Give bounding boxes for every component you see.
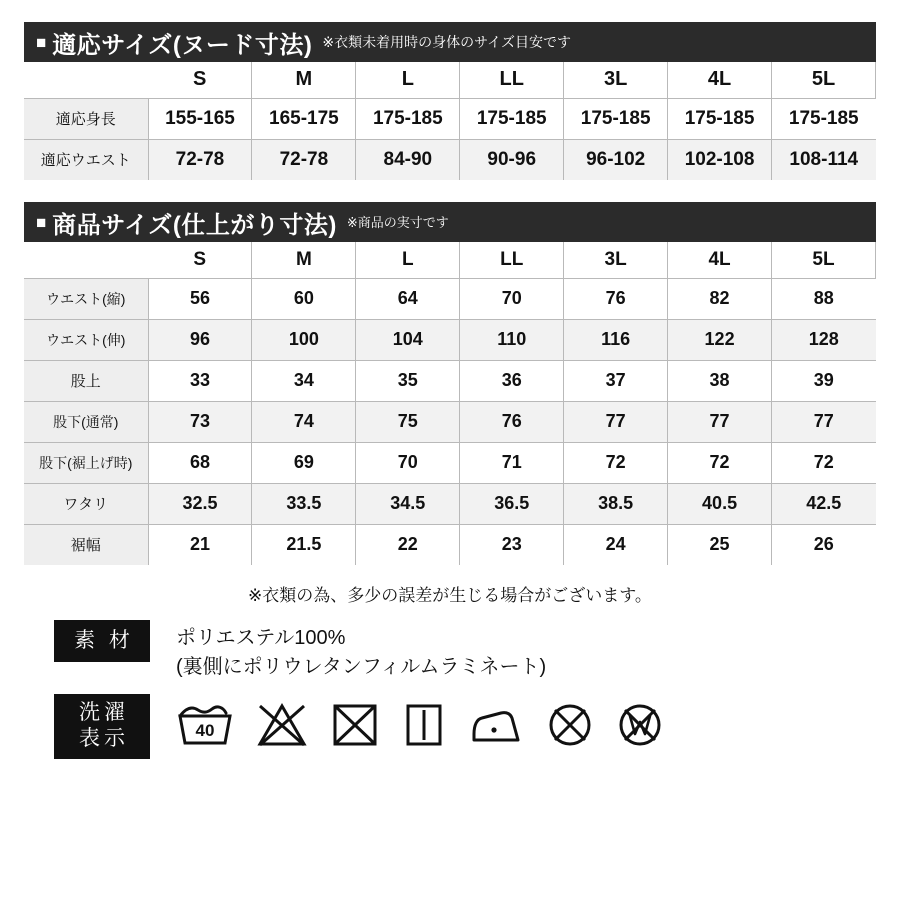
table-header-row [24, 62, 876, 98]
material-line-1: ポリエステル100% [176, 627, 346, 649]
column-header-l: L [356, 62, 460, 98]
care-icon-list [176, 694, 664, 748]
cell-hem-width-3l: 24 [564, 524, 668, 565]
column-header-4l: 4L [668, 62, 772, 98]
product-size-header [24, 202, 876, 242]
cell-rise-l: 35 [356, 360, 460, 401]
column-header-3l: 3L [564, 62, 668, 98]
cell-height-l: 175-185 [356, 98, 460, 139]
cell-hem-width-4l: 25 [668, 524, 772, 565]
fit-size-block [24, 22, 876, 180]
fit-size-title: 適応サイズ(ヌード寸法) [52, 31, 313, 59]
cell-inseam-hemmed-4l: 72 [668, 442, 772, 483]
square-bullet-icon: ■ [36, 32, 47, 52]
cell-thigh-s: 32.5 [148, 483, 252, 524]
cell-inseam-normal-s: 73 [148, 401, 252, 442]
cell-hem-width-ll: 23 [460, 524, 564, 565]
column-header-5l: 5L [772, 242, 876, 278]
cell-height-3l: 175-185 [564, 98, 668, 139]
cell-hem-width-l: 22 [356, 524, 460, 565]
row-label-height: 適応身長 [24, 98, 148, 139]
table-row [24, 139, 876, 180]
no-wet-clean-icon [616, 700, 664, 748]
cell-thigh-m: 33.5 [252, 483, 356, 524]
cell-waist-stretched-3l: 116 [564, 319, 668, 360]
table-row [24, 319, 876, 360]
table-row [24, 524, 876, 565]
cell-waist-5l: 108-114 [772, 139, 876, 180]
cell-waist-relaxed-s: 56 [148, 278, 252, 319]
table-row [24, 483, 876, 524]
product-size-title: 商品サイズ(仕上がり寸法) [52, 211, 337, 239]
row-label-thigh: ワタリ [24, 483, 148, 524]
material-text [176, 620, 546, 682]
cell-hem-width-5l: 26 [772, 524, 876, 565]
cell-height-s: 155-165 [148, 98, 252, 139]
material-row [54, 620, 876, 682]
cell-inseam-hemmed-s: 68 [148, 442, 252, 483]
cell-inseam-hemmed-5l: 72 [772, 442, 876, 483]
table-header-row [24, 242, 876, 278]
cell-waist-3l: 96-102 [564, 139, 668, 180]
wash-temp-label: 40 [195, 721, 215, 740]
product-size-table [24, 242, 876, 565]
cell-waist-relaxed-3l: 76 [564, 278, 668, 319]
cell-thigh-4l: 40.5 [668, 483, 772, 524]
cell-hem-width-m: 21.5 [252, 524, 356, 565]
cell-inseam-normal-4l: 77 [668, 401, 772, 442]
cell-waist-stretched-5l: 128 [772, 319, 876, 360]
cell-waist-relaxed-ll: 70 [460, 278, 564, 319]
cell-inseam-normal-3l: 77 [564, 401, 668, 442]
cell-rise-4l: 38 [668, 360, 772, 401]
column-header-m: M [252, 242, 356, 278]
column-header-l: L [356, 242, 460, 278]
cell-waist-stretched-s: 96 [148, 319, 252, 360]
cell-waist-m: 72-78 [252, 139, 356, 180]
cell-rise-ll: 36 [460, 360, 564, 401]
cell-rise-3l: 37 [564, 360, 668, 401]
material-line-2: (裏側にポリウレタンフィルムラミネート) [176, 656, 547, 678]
column-header-s: S [148, 242, 252, 278]
cell-waist-relaxed-5l: 88 [772, 278, 876, 319]
table-row [24, 278, 876, 319]
drip-dry-line-icon [402, 700, 446, 748]
cell-thigh-ll: 36.5 [460, 483, 564, 524]
fit-size-table [24, 62, 876, 180]
care-tag-line-1: 洗濯 [79, 701, 129, 724]
cell-rise-5l: 39 [772, 360, 876, 401]
row-label-waist-stretched: ウエスト(伸) [24, 319, 148, 360]
cell-waist-relaxed-4l: 82 [668, 278, 772, 319]
cell-inseam-normal-ll: 76 [460, 401, 564, 442]
row-label-waist: 適応ウエスト [24, 139, 148, 180]
cell-rise-s: 33 [148, 360, 252, 401]
disclaimer-text: ※衣類の為、多少の誤差が生じる場合がございます。 [248, 586, 652, 605]
fit-size-header [24, 22, 876, 62]
cell-inseam-hemmed-ll: 71 [460, 442, 564, 483]
cell-inseam-normal-5l: 77 [772, 401, 876, 442]
care-tag-line-2: 表示 [79, 727, 129, 751]
cell-thigh-3l: 38.5 [564, 483, 668, 524]
no-tumble-dry-icon [330, 700, 380, 748]
product-size-note: ※商品の実寸です [346, 215, 449, 230]
cell-inseam-hemmed-m: 69 [252, 442, 356, 483]
cell-waist-4l: 102-108 [668, 139, 772, 180]
square-bullet-icon: ■ [36, 212, 47, 232]
iron-low-icon [468, 700, 524, 748]
table-row [24, 442, 876, 483]
cell-waist-stretched-m: 100 [252, 319, 356, 360]
cell-waist-ll: 90-96 [460, 139, 564, 180]
cell-inseam-normal-m: 74 [252, 401, 356, 442]
cell-waist-relaxed-m: 60 [252, 278, 356, 319]
care-tag [54, 694, 150, 759]
column-header-ll: LL [460, 62, 564, 98]
column-header-3l: 3L [564, 242, 668, 278]
column-header-m: M [252, 62, 356, 98]
column-header-ll: LL [460, 242, 564, 278]
column-header-5l: 5L [772, 62, 876, 98]
no-bleach-icon [256, 700, 308, 748]
cell-thigh-l: 34.5 [356, 483, 460, 524]
cell-height-4l: 175-185 [668, 98, 772, 139]
row-label-waist-relaxed: ウエスト(縮) [24, 278, 148, 319]
cell-waist-relaxed-l: 64 [356, 278, 460, 319]
cell-thigh-5l: 42.5 [772, 483, 876, 524]
row-label-inseam-normal: 股下(通常) [24, 401, 148, 442]
cell-inseam-hemmed-l: 70 [356, 442, 460, 483]
cell-waist-stretched-4l: 122 [668, 319, 772, 360]
cell-height-ll: 175-185 [460, 98, 564, 139]
cell-inseam-normal-l: 75 [356, 401, 460, 442]
cell-inseam-hemmed-3l: 72 [564, 442, 668, 483]
wash-40-icon [176, 700, 234, 748]
product-size-block [24, 202, 876, 565]
cell-waist-s: 72-78 [148, 139, 252, 180]
cell-height-m: 165-175 [252, 98, 356, 139]
table-row [24, 98, 876, 139]
column-header-4l: 4L [668, 242, 772, 278]
material-tag: 素 材 [54, 620, 150, 662]
corner-cell [24, 62, 148, 98]
no-dry-clean-icon [546, 700, 594, 748]
column-header-s: S [148, 62, 252, 98]
cell-waist-stretched-l: 104 [356, 319, 460, 360]
cell-waist-stretched-ll: 110 [460, 319, 564, 360]
cell-waist-l: 84-90 [356, 139, 460, 180]
row-label-hem-width: 裾幅 [24, 524, 148, 565]
row-label-inseam-hemmed: 股下(裾上げ時) [24, 442, 148, 483]
fit-size-note: ※衣類未着用時の身体のサイズ目安です [322, 33, 571, 50]
row-label-rise: 股上 [24, 360, 148, 401]
table-row [24, 401, 876, 442]
cell-rise-m: 34 [252, 360, 356, 401]
corner-cell [24, 242, 148, 278]
cell-height-5l: 175-185 [772, 98, 876, 139]
care-row [54, 694, 876, 759]
table-row [24, 360, 876, 401]
cell-hem-width-s: 21 [148, 524, 252, 565]
